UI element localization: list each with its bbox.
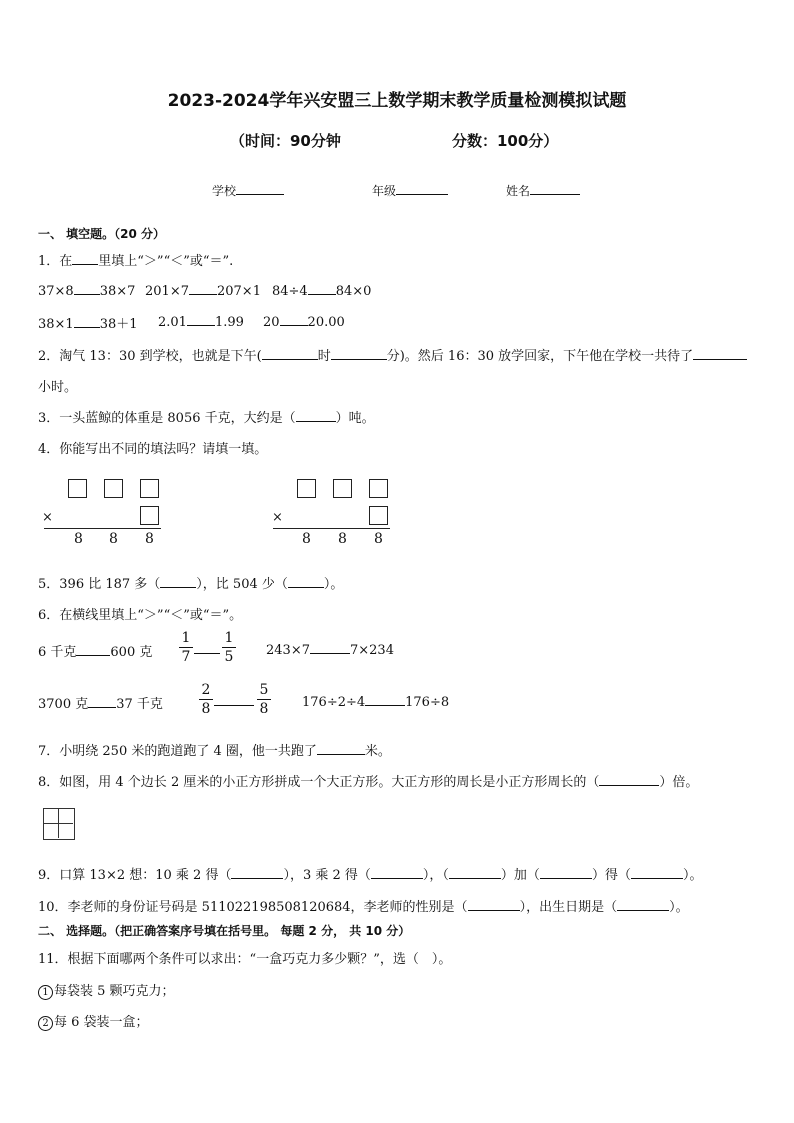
question-6: 6．在横线里填上“＞”“＜”或“＝”。 bbox=[38, 608, 243, 623]
exam-score: 分数：100分） bbox=[452, 132, 559, 150]
question-1: 1．在 里填上“＞”“＜”或“＝”. bbox=[38, 254, 234, 269]
answer-box[interactable] bbox=[140, 479, 159, 498]
product-line bbox=[44, 528, 161, 529]
question-7: 7．小明绕 250 米的跑道跑了 4 圈，他一共跑了 米。 bbox=[38, 744, 391, 759]
product-digit: 8 bbox=[109, 531, 118, 547]
fraction: 1 7 bbox=[179, 630, 193, 665]
product-digit: 8 bbox=[145, 531, 154, 547]
question-10: 10．李老师的身份证号码是 511022198508120684，李老师的性别是（ ），出生日期是（ ）。 bbox=[38, 900, 689, 915]
question-9: 9．口算 13×2 想：10 乘 2 得（ ），3 乘 2 得（ ），（ ）加（ ）得（ ）。 bbox=[38, 868, 703, 883]
square-grid-figure bbox=[43, 808, 75, 840]
name-label: 姓名 bbox=[506, 184, 531, 198]
option-number: 1 bbox=[38, 985, 53, 1000]
q1-item-2[interactable]: 201×7 207×1 bbox=[145, 284, 261, 299]
q1-item-3[interactable]: 84÷4 84×0 bbox=[272, 284, 372, 299]
page-title: 2023-2024学年兴安盟三上数学期末教学质量检测模拟试题 bbox=[167, 91, 627, 111]
question-11: 11．根据下面哪两个条件可以求出：“一盒巧克力多少颗？”，选（ ）。 bbox=[38, 952, 452, 967]
q6-item-4[interactable]: 3700 克 37 千克 bbox=[38, 697, 163, 712]
answer-box[interactable] bbox=[104, 479, 123, 498]
times-sign: × bbox=[272, 510, 283, 525]
q11-option-2[interactable]: 2 每 6 袋装一盒； bbox=[38, 1011, 149, 1031]
answer-box[interactable] bbox=[68, 479, 87, 498]
q11-option-1[interactable]: 1 每袋装 5 颗巧克力； bbox=[38, 980, 175, 1000]
product-digit: 8 bbox=[374, 531, 383, 547]
product-line bbox=[273, 528, 390, 529]
fraction: 2 8 bbox=[199, 682, 213, 717]
q6-blank[interactable] bbox=[214, 693, 254, 710]
school-label: 学校 bbox=[212, 184, 237, 198]
grade-label: 年级 bbox=[372, 184, 397, 198]
answer-box[interactable] bbox=[333, 479, 352, 498]
answer-box[interactable] bbox=[297, 479, 316, 498]
option-number: 2 bbox=[38, 1016, 53, 1031]
grade-field[interactable] bbox=[372, 182, 448, 199]
q1-item-5[interactable]: 2.01 1.99 bbox=[158, 315, 244, 330]
q6-item-3[interactable]: 243×7 7×234 bbox=[266, 643, 394, 658]
fraction: 1 5 bbox=[222, 630, 236, 665]
section-1-title: 一、 填空题。（20 分） bbox=[38, 227, 166, 241]
question-3: 3．一头蓝鲸的体重是 8056 千克，大约是（ ）吨。 bbox=[38, 411, 375, 426]
q1-item-6[interactable]: 20 20.00 bbox=[263, 315, 345, 330]
q6-item-6[interactable]: 176÷2÷4 176÷8 bbox=[302, 695, 450, 710]
question-4: 4．你能写出不同的填法吗？请填一填。 bbox=[38, 442, 268, 457]
times-sign: × bbox=[42, 510, 53, 525]
question-5: 5．396 比 187 多（ ），比 504 少（ ）。 bbox=[38, 577, 344, 592]
question-8: 8．如图，用 4 个边长 2 厘米的小正方形拼成一个大正方形。大正方形的周长是小正方形周长的（ ）倍。 bbox=[38, 775, 699, 790]
answer-box[interactable] bbox=[369, 479, 388, 498]
exam-time: （时间：90分钟 bbox=[230, 132, 341, 150]
q6-blank[interactable] bbox=[194, 641, 220, 658]
q1-item-4[interactable]: 38×1 38＋1 bbox=[38, 317, 138, 332]
product-digit: 8 bbox=[338, 531, 347, 547]
answer-box[interactable] bbox=[140, 506, 159, 525]
q1-item-1[interactable]: 37×8 38×7 bbox=[38, 284, 136, 299]
question-2: 2．淘气 13：30 到学校，也就是下午( 时 分)。然后 16：30 放学回家，下午他在学校一共待了 bbox=[38, 345, 747, 364]
name-field[interactable] bbox=[506, 182, 580, 199]
school-field[interactable] bbox=[212, 182, 284, 199]
fraction: 5 8 bbox=[257, 682, 271, 717]
q6-item-1[interactable]: 6 千克 600 克 bbox=[38, 645, 153, 660]
section-2-title: 二、 选择题。（把正确答案序号填在括号里。 每题 2 分， 共 10 分） bbox=[38, 924, 411, 938]
question-2-end: 小时。 bbox=[38, 380, 78, 395]
product-digit: 8 bbox=[302, 531, 311, 547]
product-digit: 8 bbox=[74, 531, 83, 547]
answer-box[interactable] bbox=[369, 506, 388, 525]
